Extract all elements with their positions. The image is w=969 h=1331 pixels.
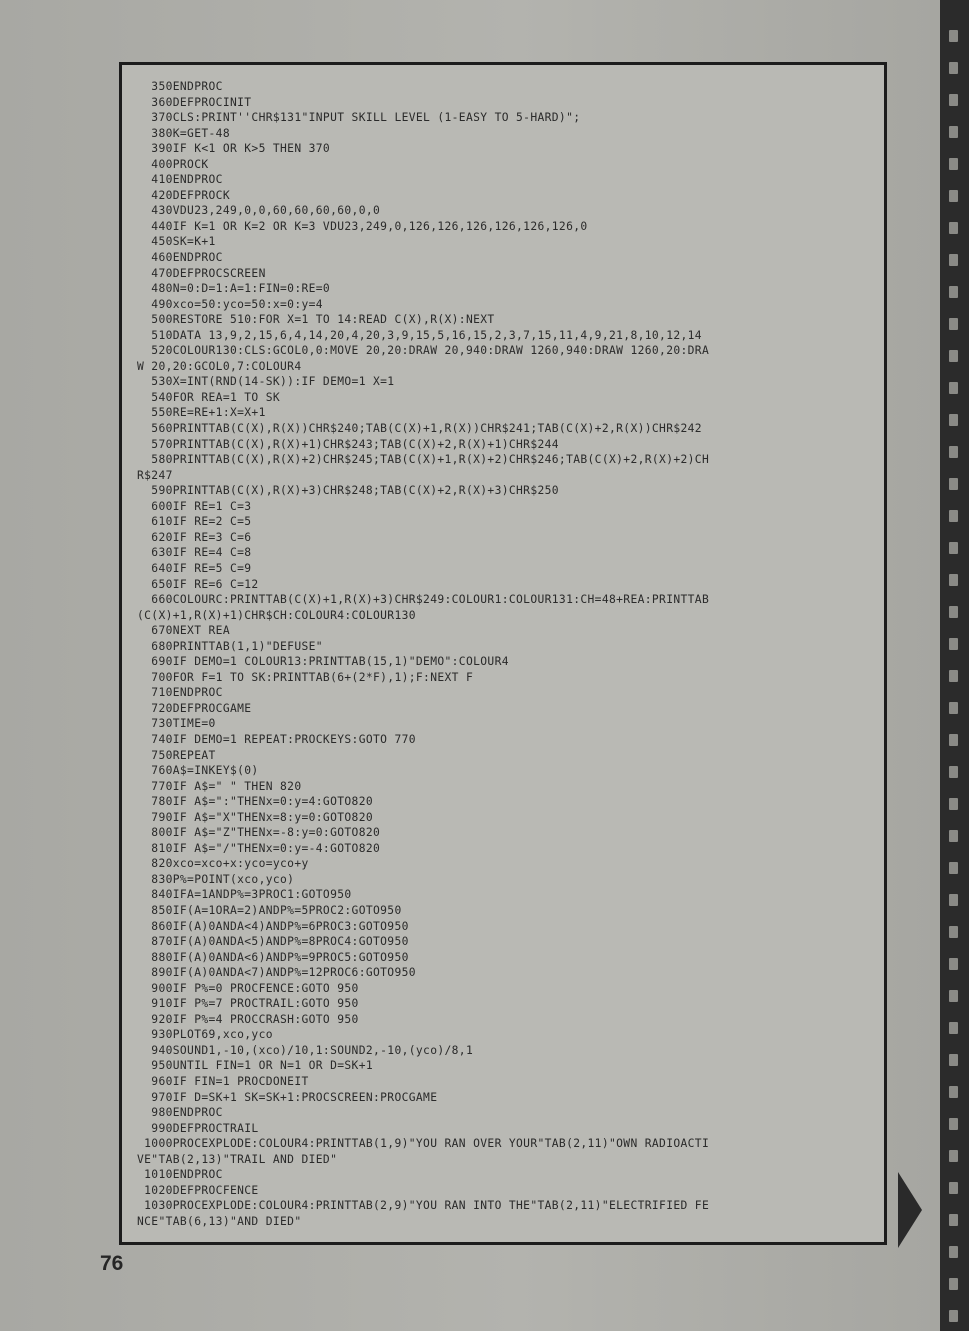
code-line: 520COLOUR130:CLS:GCOL0,0:MOVE 20,20:DRAW 20,940:DRAW 1260,940:DRAW 1260,20:DRA [137,344,710,358]
binding-hole [949,1214,958,1226]
binding-hole [949,574,958,586]
code-line: 660COLOURC:PRINTTAB(C(X)+1,R(X)+3)CHR$249:COLOUR1:COLOUR131:CH=48+REA:PRINTTAB [137,593,710,607]
code-line: 890IF(A)0ANDA<7)ANDP%=12PROC6:GOTO950 [137,966,416,980]
binding-hole [949,734,958,746]
basic-program-listing [137,79,882,1229]
code-line: 410ENDPROC [137,173,223,187]
binding-hole [949,318,958,330]
binding-hole [949,350,958,362]
code-line: 820xco=xco+x:yco=yco+y [137,857,309,871]
binding-hole [949,638,958,650]
code-line: 990DEFPROCTRAIL [137,1121,259,1135]
binding-hole [949,542,958,554]
code-line: 590PRINTTAB(C(X),R(X)+3)CHR$248;TAB(C(X)+2,R(X)+3)CHR$250 [137,484,559,498]
code-line: 670NEXT REA [137,624,230,638]
code-line: 680PRINTTAB(1,1)"DEFUSE" [137,639,323,653]
binding-hole [949,1086,958,1098]
code-line: 360DEFPROCINIT [137,95,252,109]
binding-hole [949,510,958,522]
binding-hole [949,158,958,170]
binding-spine [940,0,969,1331]
code-line: 880IF(A)0ANDA<6)ANDP%=9PROC5:GOTO950 [137,950,409,964]
binding-hole [949,830,958,842]
binding-hole [949,766,958,778]
code-line: 490xco=50:yco=50:x=0:y=4 [137,297,323,311]
binding-hole [949,126,958,138]
code-line: 540FOR REA=1 TO SK [137,390,281,404]
code-line: 850IF(A=1ORA=2)ANDP%=5PROC2:GOTO950 [137,903,402,917]
continue-arrow-icon [898,1172,922,1248]
code-line: 1030PROCEXPLODE:COLOUR4:PRINTTAB(2,9)"YOU RAN INTO THE"TAB(2,11)"ELECTRIFIED FE [137,1199,710,1213]
code-line: R$247 [137,468,173,482]
binding-hole [949,926,958,938]
code-line: 420DEFPROCK [137,188,230,202]
binding-hole [949,958,958,970]
binding-hole [949,1278,958,1290]
code-line: 370CLS:PRINT''CHR$131"INPUT SKILL LEVEL (1-EASY TO 5-HARD)"; [137,111,581,125]
binding-hole [949,190,958,202]
binding-hole [949,1054,958,1066]
binding-hole [949,94,958,106]
code-line: 650IF RE=6 C=12 [137,577,259,591]
code-line: W 20,20:GCOL0,7:COLOUR4 [137,359,302,373]
binding-hole [949,446,958,458]
code-line: 390IF K<1 OR K>5 THEN 370 [137,142,331,156]
code-line: 710ENDPROC [137,686,223,700]
binding-hole [949,1150,958,1162]
binding-hole [949,1310,958,1322]
code-line: 730TIME=0 [137,717,216,731]
binding-hole [949,990,958,1002]
binding-hole [949,222,958,234]
binding-hole [949,798,958,810]
code-listing-box [119,62,887,1245]
code-line: 430VDU23,249,0,0,60,60,60,60,0,0 [137,204,381,218]
code-line: 760A$=INKEY$(0) [137,764,259,778]
code-line: (C(X)+1,R(X)+1)CHR$CH:COLOUR4:COLOUR130 [137,608,416,622]
code-line: 740IF DEMO=1 REPEAT:PROCKEYS:GOTO 770 [137,732,416,746]
code-line: 720DEFPROCGAME [137,701,252,715]
code-line: 1020DEFPROCFENCE [137,1183,259,1197]
code-line: 580PRINTTAB(C(X),R(X)+2)CHR$245;TAB(C(X)+1,R(X)+2)CHR$246;TAB(C(X)+2,R(X)+2)CH [137,453,710,467]
code-line: 550RE=RE+1:X=X+1 [137,406,266,420]
code-line: 500RESTORE 510:FOR X=1 TO 14:READ C(X),R(X):NEXT [137,313,495,327]
code-line: 400PROCK [137,157,209,171]
binding-hole [949,30,958,42]
code-line: 1010ENDPROC [137,1168,223,1182]
binding-hole [949,606,958,618]
code-line: 780IF A$=":"THENx=0:y=4:GOTO820 [137,795,373,809]
code-line: 1000PROCEXPLODE:COLOUR4:PRINTTAB(1,9)"YOU RAN OVER YOUR"TAB(2,11)"OWN RADIOACTI [137,1137,710,1151]
binding-hole [949,382,958,394]
code-line: 480N=0:D=1:A=1:FIN=0:RE=0 [137,282,331,296]
code-line: 840IFA=1ANDP%=3PROC1:GOTO950 [137,888,352,902]
code-line: 770IF A$=" " THEN 820 [137,779,302,793]
code-line: 940SOUND1,-10,(xco)/10,1:SOUND2,-10,(yco)/8,1 [137,1043,474,1057]
code-line: 440IF K=1 OR K=2 OR K=3 VDU23,249,0,126,126,126,126,126,126,0 [137,219,588,233]
binding-hole [949,254,958,266]
code-line: 980ENDPROC [137,1106,223,1120]
binding-hole [949,862,958,874]
code-line: 570PRINTTAB(C(X),R(X)+1)CHR$243;TAB(C(X)+2,R(X)+1)CHR$244 [137,437,559,451]
binding-hole [949,478,958,490]
binding-hole [949,1118,958,1130]
code-line: 630IF RE=4 C=8 [137,546,252,560]
code-line: 830P%=POINT(xco,yco) [137,872,295,886]
code-line: 690IF DEMO=1 COLOUR13:PRINTTAB(15,1)"DEMO":COLOUR4 [137,655,509,669]
code-line: 910IF P%=7 PROCTRAIL:GOTO 950 [137,997,359,1011]
code-line: 950UNTIL FIN=1 OR N=1 OR D=SK+1 [137,1059,373,1073]
code-line: 640IF RE=5 C=9 [137,561,252,575]
code-line: NCE"TAB(6,13)"AND DIED" [137,1214,302,1228]
code-line: VE"TAB(2,13)"TRAIL AND DIED" [137,1152,338,1166]
binding-hole [949,1246,958,1258]
code-line: 560PRINTTAB(C(X),R(X))CHR$240;TAB(C(X)+1,R(X))CHR$241;TAB(C(X)+2,R(X))CHR$242 [137,422,702,436]
code-line: 930PLOT69,xco,yco [137,1028,273,1042]
code-line: 620IF RE=3 C=6 [137,530,252,544]
code-line: 510DATA 13,9,2,15,6,4,14,20,4,20,3,9,15,5,16,15,2,3,7,15,11,4,9,21,8,10,12,14 [137,328,702,342]
code-line: 960IF FIN=1 PROCDONEIT [137,1075,309,1088]
page-number: 76 [100,1252,124,1275]
code-line: 350ENDPROC [137,80,223,93]
code-line: 380K=GET-48 [137,126,230,140]
code-line: 530X=INT(RND(14-SK)):IF DEMO=1 X=1 [137,375,395,389]
code-line: 860IF(A)0ANDA<4)ANDP%=6PROC3:GOTO950 [137,919,409,933]
binding-hole [949,702,958,714]
code-line: 450SK=K+1 [137,235,216,249]
binding-hole [949,894,958,906]
code-line: 970IF D=SK+1 SK=SK+1:PROCSCREEN:PROCGAME [137,1090,438,1104]
code-line: 810IF A$="/"THENx=0:y=-4:GOTO820 [137,841,381,855]
code-line: 920IF P%=4 PROCCRASH:GOTO 950 [137,1012,359,1026]
code-line: 700FOR F=1 TO SK:PRINTTAB(6+(2*F),1);F:NEXT F [137,670,474,684]
binding-hole [949,1182,958,1194]
binding-hole [949,62,958,74]
code-line: 900IF P%=0 PROCFENCE:GOTO 950 [137,981,359,995]
code-line: 800IF A$="Z"THENx=-8:y=0:GOTO820 [137,826,381,840]
code-line: 870IF(A)0ANDA<5)ANDP%=8PROC4:GOTO950 [137,935,409,949]
code-line: 790IF A$="X"THENx=8:y=0:GOTO820 [137,810,373,824]
code-line: 750REPEAT [137,748,216,762]
binding-hole [949,414,958,426]
binding-hole [949,1022,958,1034]
code-line: 600IF RE=1 C=3 [137,499,252,513]
code-line: 470DEFPROCSCREEN [137,266,266,280]
code-line: 610IF RE=2 C=5 [137,515,252,529]
binding-hole [949,670,958,682]
code-line: 460ENDPROC [137,251,223,265]
binding-hole [949,286,958,298]
